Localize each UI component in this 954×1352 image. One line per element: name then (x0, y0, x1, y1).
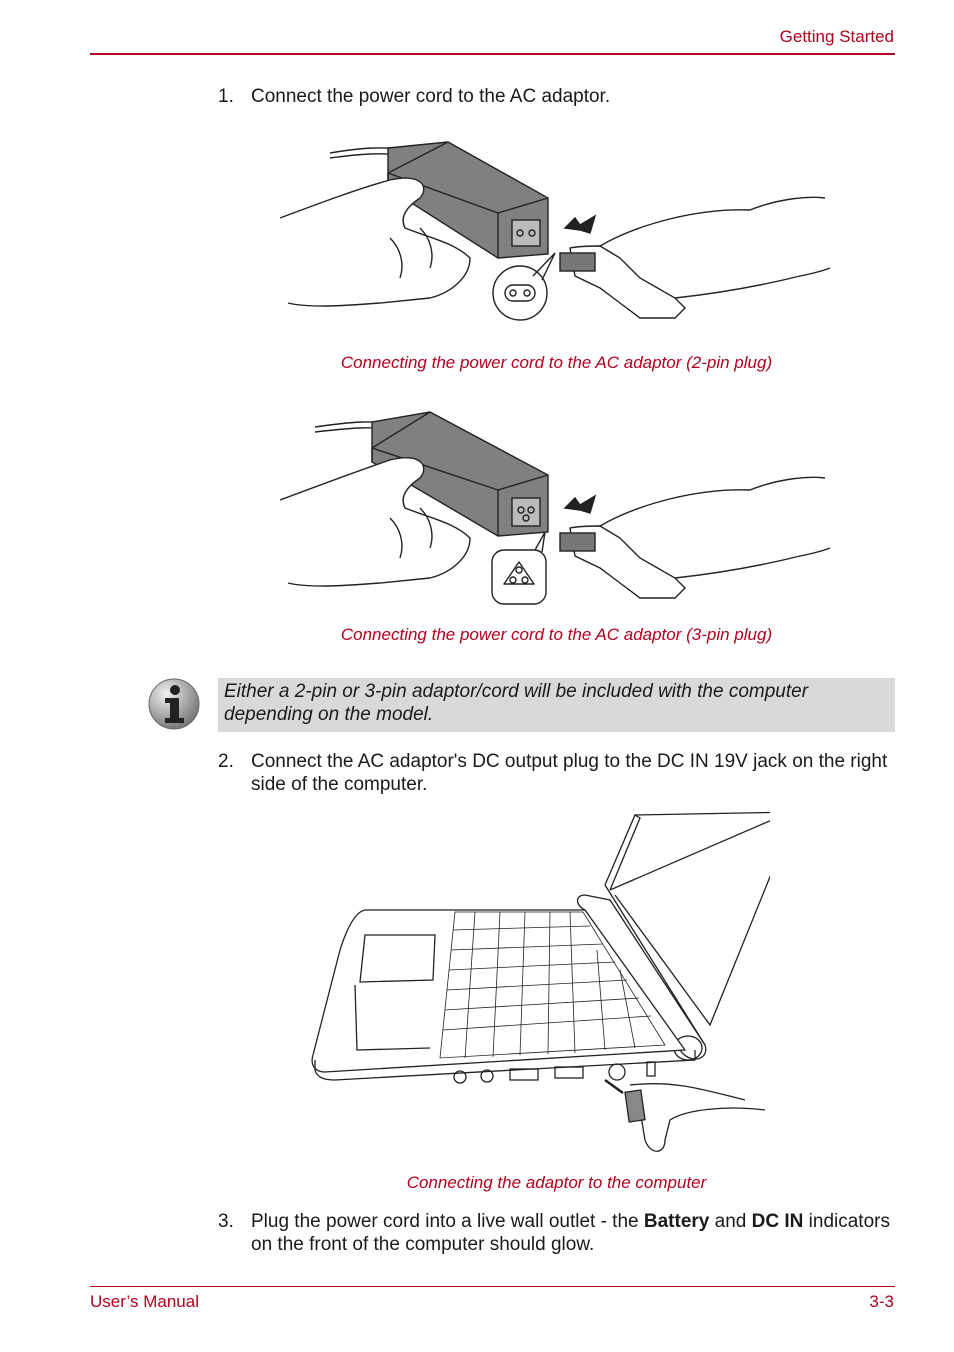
figure-caption-computer: Connecting the adaptor to the computer (406, 1173, 707, 1192)
step-text-part: indicators on the front of the computer should glow. (251, 1211, 890, 1255)
step-text-part: Plug the power cord into a live wall outlet - the (251, 1211, 644, 1232)
footer-manual-label: User’s Manual (90, 1292, 199, 1311)
step-text (251, 1210, 898, 1256)
adaptor-2pin-illustration (280, 128, 840, 328)
battery-indicator-label: Battery (643, 1211, 710, 1232)
footer-page-number: 3-3 (869, 1292, 894, 1311)
step-number: 2. (218, 751, 234, 772)
step-number: 1. (218, 86, 234, 107)
header-rule (90, 53, 895, 55)
step-text-part: and (709, 1211, 752, 1232)
laptop-dc-in-illustration (305, 810, 770, 1160)
step-text: Connect the AC adaptor's DC output plug to the DC IN 19V jack on the right side of the computer. (251, 751, 888, 795)
info-icon (148, 678, 200, 730)
note-text: Either a 2-pin or 3-pin adaptor/cord will be included with the computer depending on the model. (224, 681, 809, 725)
step-text: Connect the power cord to the AC adaptor. (251, 86, 611, 107)
footer-rule (90, 1286, 895, 1287)
header-section-title: Getting Started (779, 27, 894, 46)
note-box (218, 678, 895, 732)
step-1 (218, 85, 898, 108)
adaptor-3pin-illustration (280, 400, 840, 610)
figure-caption-3pin: Connecting the power cord to the AC adaptor (3-pin plug) (340, 625, 773, 644)
dc-in-indicator-label: DC IN (751, 1211, 804, 1232)
step-2 (218, 750, 898, 796)
figure-caption-2pin: Connecting the power cord to the AC adaptor (2-pin plug) (340, 353, 773, 372)
step-number: 3. (218, 1211, 234, 1232)
step-3 (218, 1210, 898, 1256)
